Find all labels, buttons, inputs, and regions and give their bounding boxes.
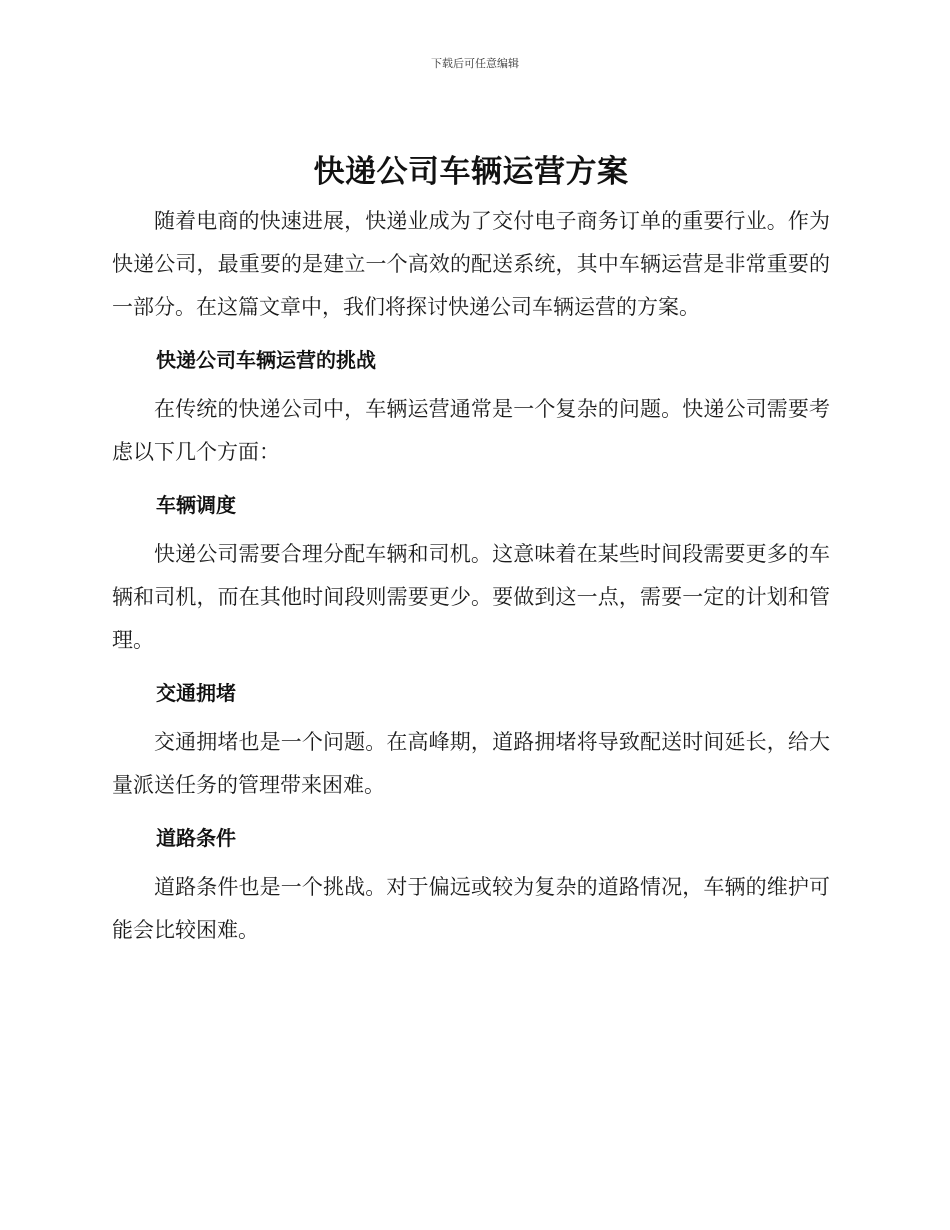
section-body-vehicle-dispatch: 快递公司需要合理分配车辆和司机。这意味着在某些时间段需要更多的车辆和司机，而在其他时间段则需要更少。要做到这一点，需要一定的计划和管理。: [112, 542, 830, 652]
document-title: 快递公司车辆运营方案: [313, 154, 629, 190]
intro-paragraph: 随着电商的快速进展，快递业成为了交付电子商务订单的重要行业。作为快递公司，最重要的是建立一个高效的配送系统，其中车辆运营是非常重要的一部分。在这篇文章中，我们将探讨快递公司车辆运营的方案。: [112, 209, 830, 319]
section-heading-challenges: 快递公司车辆运营的挑战: [156, 348, 376, 372]
document-content: [112, 148, 830, 952]
section-heading-vehicle-dispatch: 车辆调度: [156, 493, 236, 517]
section-body-road-conditions: 道路条件也是一个挑战。对于偏远或较为复杂的道路情况，车辆的维护可能会比较困难。: [112, 875, 830, 942]
section-heading-traffic-congestion: 交通拥堵: [156, 681, 236, 705]
section-body-traffic-congestion: 交通拥堵也是一个问题。在高峰期，道路拥堵将导致配送时间延长，给大量派送任务的管理带来困难。: [112, 730, 830, 797]
header-note: 下载后可任意编辑: [431, 57, 519, 70]
section-body-challenges: 在传统的快递公司中，车辆运营通常是一个复杂的问题。快递公司需要考虑以下几个方面：: [112, 397, 830, 464]
section-heading-road-conditions: 道路条件: [156, 826, 236, 850]
